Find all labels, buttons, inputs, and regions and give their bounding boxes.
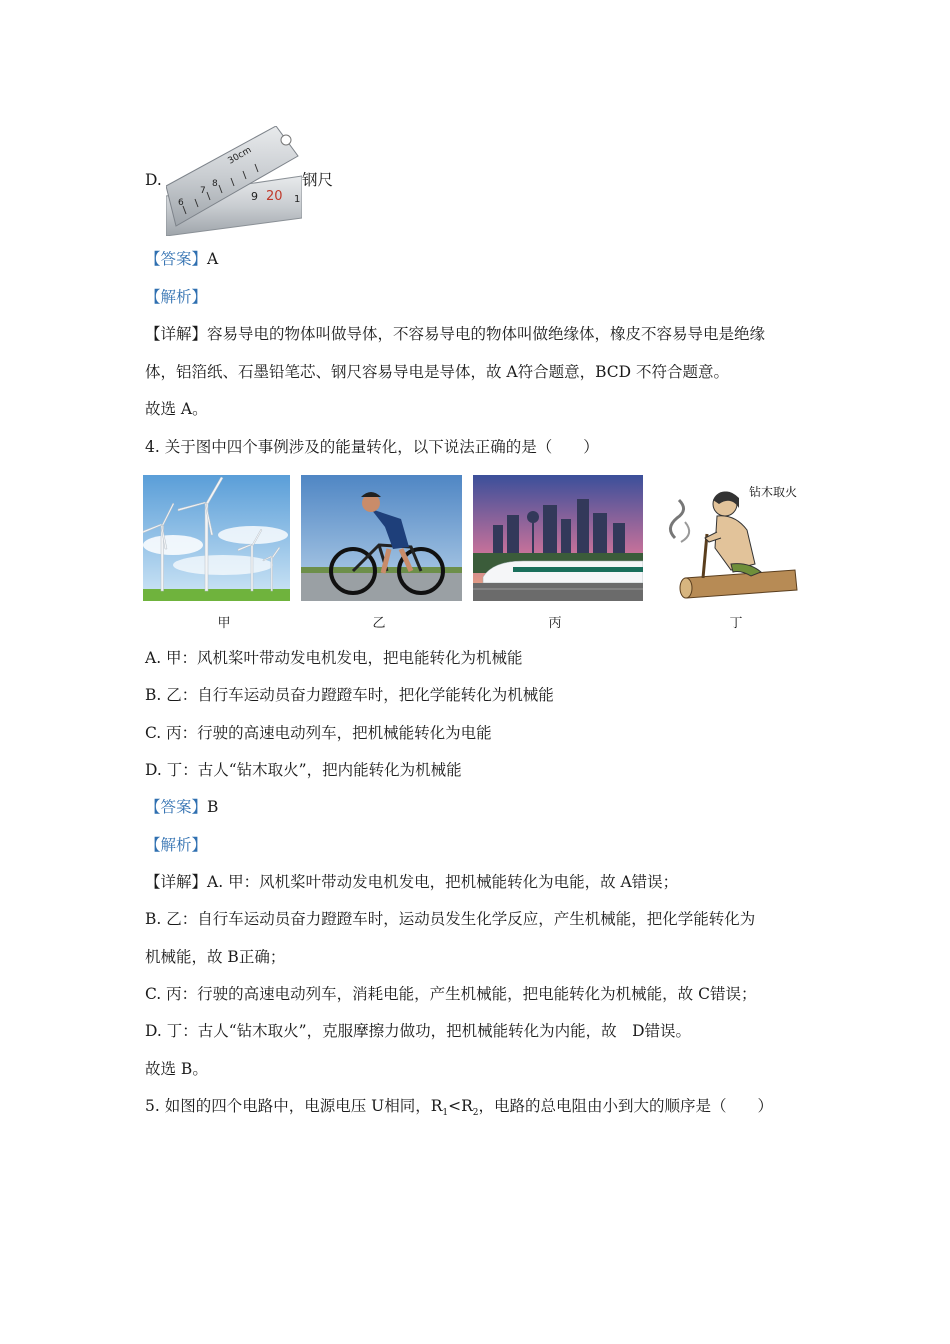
- q4-conclusion: 故选 B。: [145, 1060, 208, 1078]
- ruler-mark-20: 20: [266, 189, 283, 204]
- q4-stem: 4. 关于图中四个事例涉及的能量转化，以下说法正确的是（ ）: [145, 438, 599, 456]
- drill-wood-fire-image: [655, 478, 805, 604]
- ruler-mark-6: 6: [178, 198, 184, 208]
- ruler-mark-1: 1: [294, 194, 301, 205]
- q3-analysis-tag: 【解析】: [145, 288, 208, 306]
- drill-fire-label: 钻木取火: [749, 485, 798, 499]
- q4-option-c: C. 丙：行驶的高速电动列车，把机械能转化为电能: [145, 724, 492, 742]
- caption-bing: 丙: [548, 616, 562, 631]
- q4-detail-line-5: D. 丁：古人“钻木取火”，克服摩擦力做功，把机械能转化为内能，故 D错误。: [145, 1022, 692, 1040]
- steel-ruler-image: [166, 126, 302, 236]
- q4-detail-line-2: B. 乙：自行车运动员奋力蹬蹬车时，运动员发生化学反应，产生机械能，把化学能转化为: [145, 910, 756, 928]
- ruler-mark-7: 7: [200, 186, 206, 196]
- q4-option-b: B. 乙：自行车运动员奋力蹬蹬车时，把化学能转化为机械能: [145, 686, 554, 704]
- q3-detail-line-2: 体，铝箔纸、石墨铅笔芯、钢尺容易导电是导体，故 A符合题意，BCD 不符合题意。: [145, 363, 730, 381]
- q3-detail-line-1: 【详解】容易导电的物体叫做导体，不容易导电的物体叫做绝缘体，橡皮不容易导电是绝缘: [145, 325, 766, 343]
- q4-detail-line-3: 机械能，故 B正确；: [145, 948, 286, 966]
- cyclist-image: [301, 475, 462, 601]
- q4-detail-line-4: C. 丙：行驶的高速电动列车，消耗电能，产生机械能，把电能转化为机械能，故 C错误；: [145, 985, 757, 1003]
- high-speed-train-image: [473, 475, 643, 601]
- wind-turbine-image: [143, 475, 290, 601]
- q3-option-d-prefix: D.: [145, 171, 162, 189]
- ruler-mark-8: 8: [212, 179, 218, 189]
- caption-yi: 乙: [372, 616, 386, 631]
- caption-jia: 甲: [217, 616, 231, 631]
- caption-ding: 丁: [729, 616, 743, 631]
- q3-conclusion: 故选 A。: [145, 400, 208, 418]
- q4-answer: 【答案】B: [145, 798, 219, 816]
- q5-stem: 5. 如图的四个电路中，电源电压 U相同，$R_1<R_2$，电路的总电阻由小到大的顺序是（ ）: [145, 1097, 774, 1119]
- q4-option-a: A. 甲：风机桨叶带动发电机发电，把电能转化为机械能: [145, 649, 523, 667]
- q4-detail-line-1: 【详解】A. 甲：风机桨叶带动发电机发电，把机械能转化为电能，故 A错误；: [145, 873, 679, 891]
- q3-answer: 【答案】A: [145, 250, 219, 268]
- ruler-mark-30: 30cm: [226, 145, 254, 167]
- ruler-mark-9: 9: [251, 190, 258, 203]
- q3-option-d-label: 钢尺: [302, 171, 334, 189]
- q4-option-d: D. 丁：古人“钻木取火”，把内能转化为机械能: [145, 761, 462, 779]
- q4-analysis-tag: 【解析】: [145, 836, 208, 854]
